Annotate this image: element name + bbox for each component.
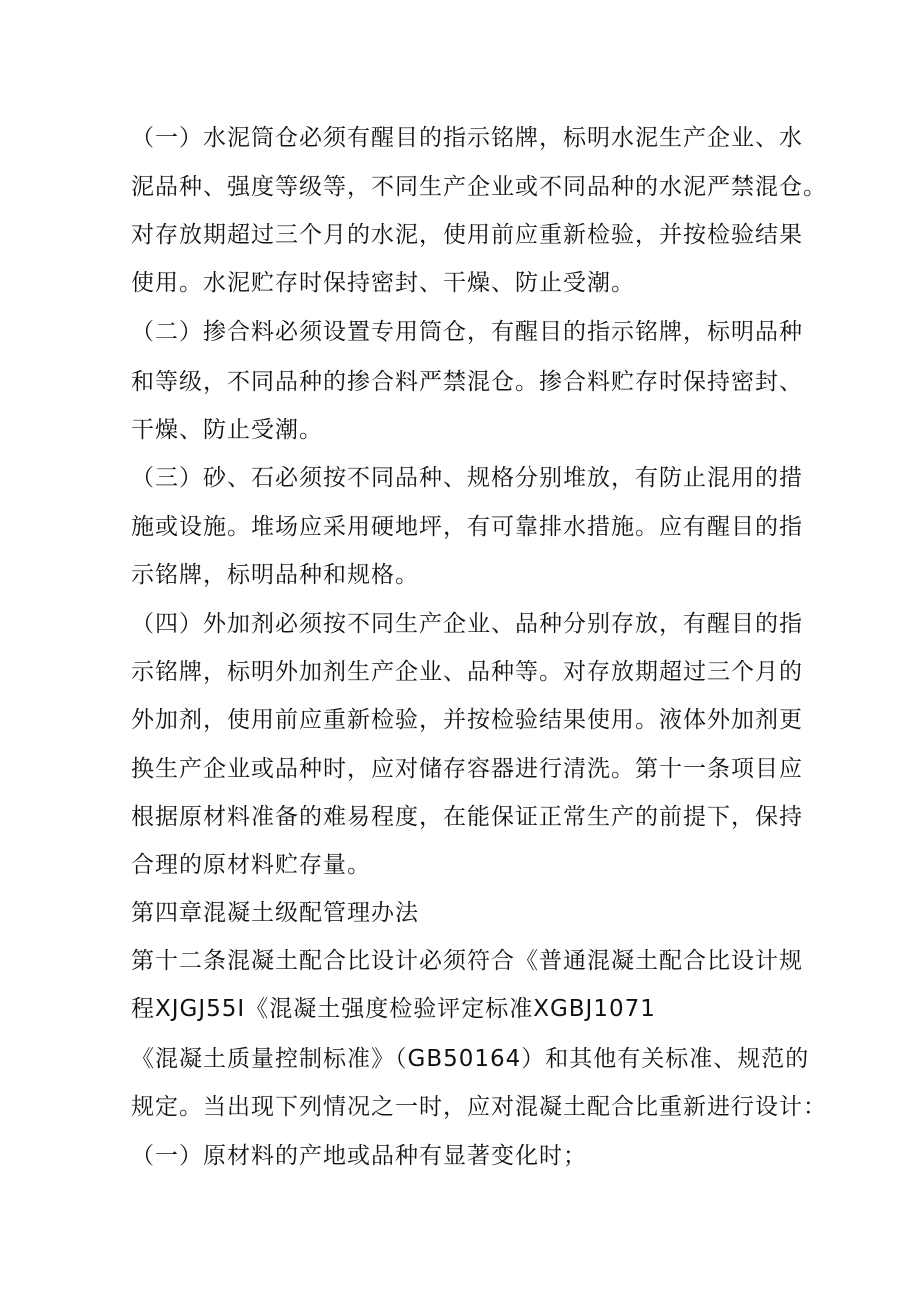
text-line: 外加剂，使用前应重新检验，并按检验结果使用。液体外加剂更 <box>131 707 803 733</box>
text-line: 根据原材料准备的难易程度，在能保证正常生产的前提下，保持 <box>131 804 803 830</box>
text-line: 使用。水泥贮存时保持密封、干燥、防止受潮。 <box>131 270 635 296</box>
text-line: 对存放期超过三个月的水泥，使用前应重新检验，并按检验结果 <box>131 222 803 248</box>
text-line: 合理的原材料贮存量。 <box>131 852 371 878</box>
text-line: 泥品种、强度等级等，不同生产企业或不同品种的水泥严禁混仓。 <box>131 174 827 200</box>
text-line: 干燥、防止受潮。 <box>131 417 323 443</box>
text-line: 程XJGJ55I《混凝土强度检验评定标准XGBJ1071 <box>131 996 656 1022</box>
text-line: （一）原材料的产地或品种有显著变化时； <box>131 1143 587 1169</box>
text-line: 示铭牌，标明外加剂生产企业、品种等。对存放期超过三个月的 <box>131 659 803 685</box>
text-line: 和等级，不同品种的掺合料严禁混仓。掺合料贮存时保持密封、 <box>131 369 803 395</box>
text-line: 规定。当出现下列情况之一时，应对混凝土配合比重新进行设计： <box>131 1094 827 1120</box>
text-line: （三）砂、石必须按不同品种、规格分别堆放，有防止混用的措 <box>131 465 803 491</box>
text-line: （一）水泥筒仓必须有醒目的指示铭牌，标明水泥生产企业、水 <box>131 125 803 151</box>
text-line: 《混凝土质量控制标准》（GB50164）和其他有关标准、规范的 <box>131 1046 810 1072</box>
chapter-heading: 第四章混凝土级配管理办法 <box>131 900 419 926</box>
text-line: （四）外加剂必须按不同生产企业、品种分别存放，有醒目的指 <box>131 611 803 637</box>
text-line: 示铭牌，标明品种和规格。 <box>131 562 419 588</box>
text-line: 换生产企业或品种时，应对储存容器进行清洗。第十一条项目应 <box>131 756 803 782</box>
text-line: （二）掺合料必须设置专用筒仓，有醒目的指示铭牌，标明品种 <box>131 319 803 345</box>
text-line: 第十二条混凝土配合比设计必须符合《普通混凝土配合比设计规 <box>131 948 803 974</box>
text-line: 施或设施。堆场应采用硬地坪，有可靠排水措施。应有醒目的指 <box>131 514 803 540</box>
